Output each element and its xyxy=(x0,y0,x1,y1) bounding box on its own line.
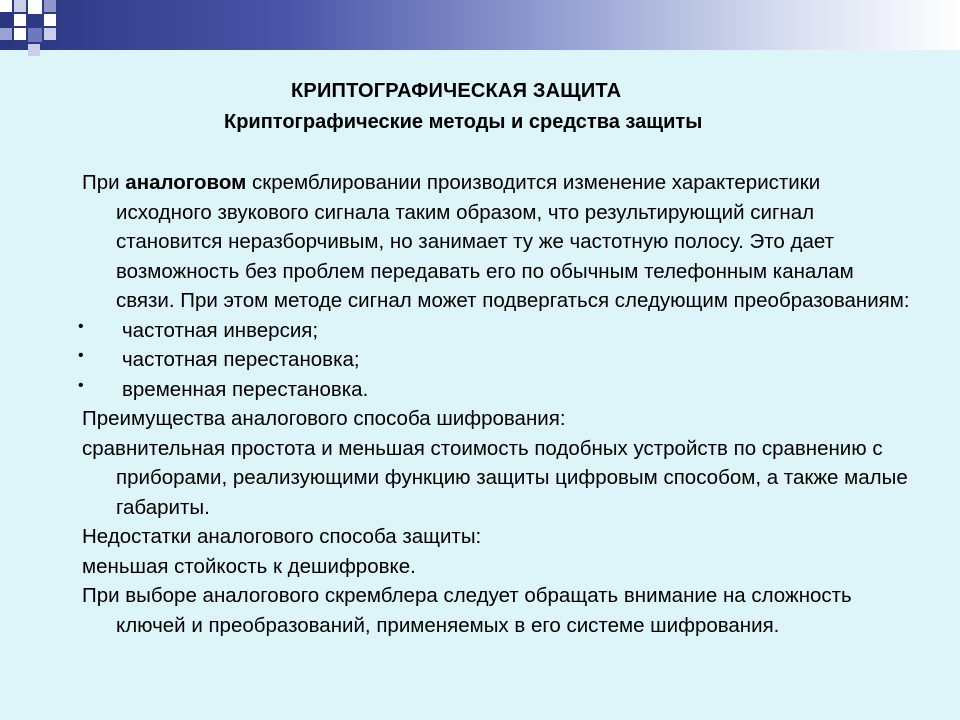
decoration-square xyxy=(0,28,12,40)
decoration-square xyxy=(14,28,26,40)
bullet-text: временная перестановка. xyxy=(122,377,369,401)
conclusion-text: При выборе аналогового скремблера следует обращать внимание на сложность ключей и преобразований, применяемых в его системе шифрования. xyxy=(82,584,852,637)
intro-rest: скремблировании производится изменение характеристики исходного звукового сигнала таким образом, что результирующий сигнал становится неразборчивым, но занимает ту же частотную полосу. Это дает возможность без проблем передавать его по обычным телефонным каналам связи. При этом методе сигнал может подвергаться следующим преобразованиям: xyxy=(116,171,910,312)
decoration-square xyxy=(44,0,56,12)
bullet-item xyxy=(78,316,912,346)
decoration-square xyxy=(0,0,12,12)
intro-bold-word: аналоговом xyxy=(125,171,247,194)
decoration-square xyxy=(44,28,56,40)
bullet-icon: • xyxy=(78,347,84,364)
decoration-square xyxy=(14,0,26,12)
advantages-heading: Преимущества аналогового способа шифрования: xyxy=(82,407,566,430)
top-decoration-band xyxy=(0,0,960,50)
slide-subtitle: Криптографические методы и средства защиты xyxy=(224,111,703,133)
disadvantages-text: меньшая стойкость к дешифровке. xyxy=(82,554,416,578)
decoration-square xyxy=(44,14,56,26)
slide-body xyxy=(78,168,912,640)
bullet-icon: • xyxy=(78,376,84,394)
intro-paragraph xyxy=(82,168,912,316)
decoration-square xyxy=(14,14,26,26)
disadvantages-heading: Недостатки аналогового способа защиты: xyxy=(82,525,482,548)
intro-prefix: При xyxy=(82,171,126,194)
bullet-icon: • xyxy=(78,317,84,335)
decoration-square xyxy=(28,0,42,14)
slide-title: КРИПТОГРАФИЧЕСКАЯ ЗАЩИТА xyxy=(291,80,622,102)
decoration-square xyxy=(28,44,40,56)
bullet-item xyxy=(78,345,912,375)
bullet-text: частотная инверсия; xyxy=(122,318,319,342)
bullet-item xyxy=(78,375,912,405)
bullet-text: частотная перестановка; xyxy=(122,348,360,371)
advantages-text: сравнительная простота и меньшая стоимость подобных устройств по сравнению с приборами, реализующими функцию защиты цифровым способом, а также малые габариты. xyxy=(82,436,908,519)
decoration-square xyxy=(28,28,42,42)
